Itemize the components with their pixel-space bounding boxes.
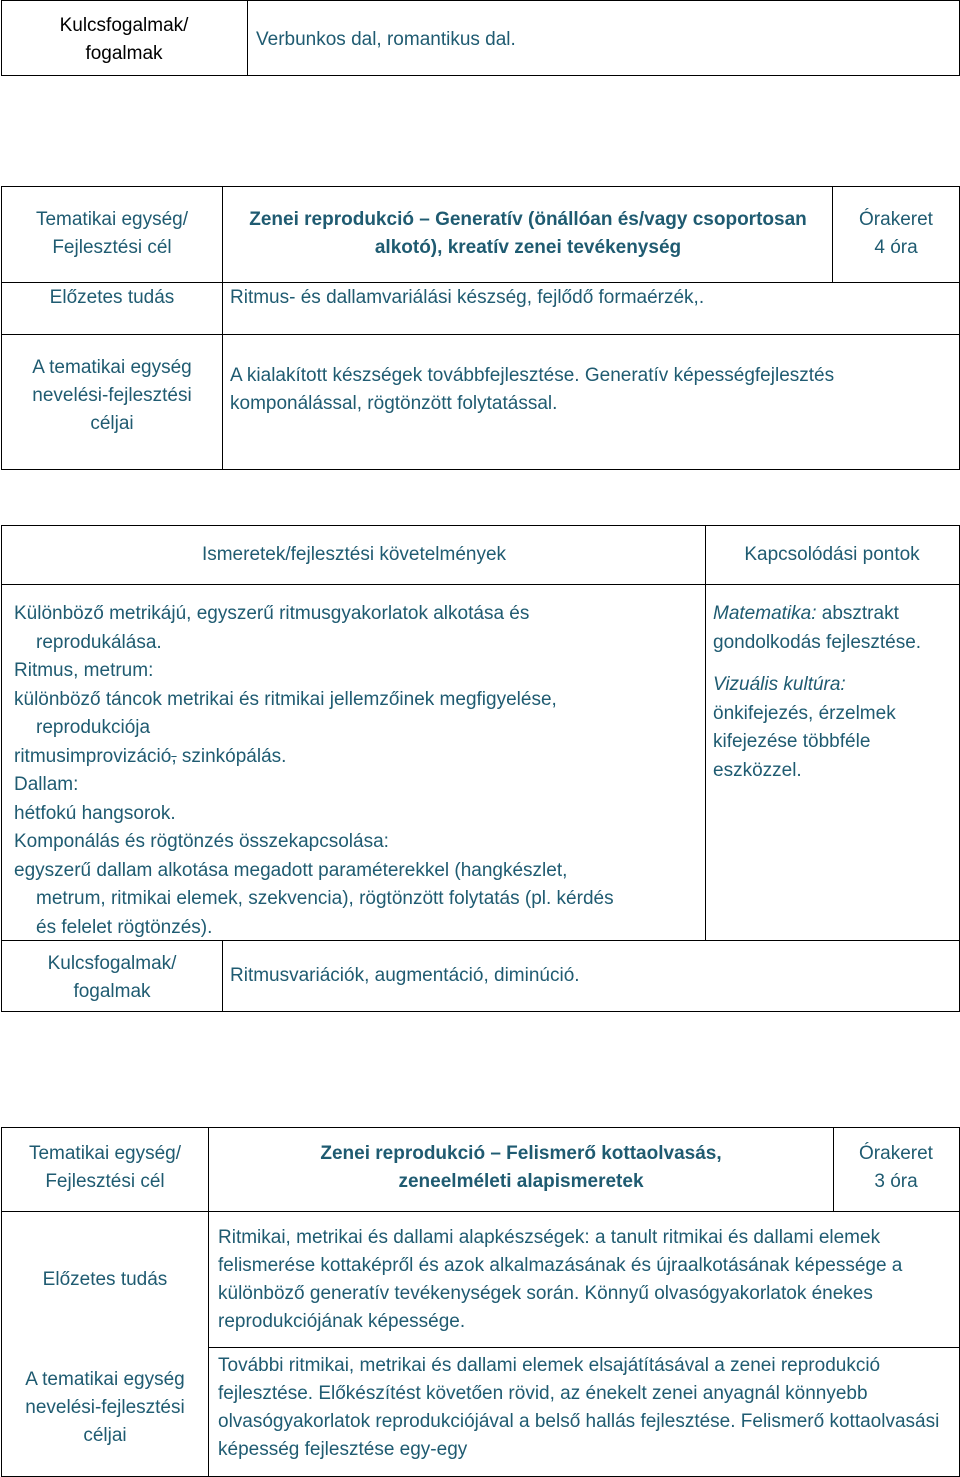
divider	[208, 1347, 960, 1348]
link-line: önkifejezés, érzelmek	[713, 702, 896, 724]
links-text	[713, 600, 958, 785]
req-line: egyszerű dallam alkotása megadott paraméterekkel (hangkészlet,	[14, 859, 568, 881]
divider	[1, 1211, 960, 1212]
divider	[247, 0, 248, 76]
link-line: gondolkodás fejlesztése.	[713, 631, 922, 653]
hours-label: Órakeret	[859, 209, 933, 230]
link-line: kifejezése többféle	[713, 731, 871, 752]
thematic-unit-label: Tematikai egység/ Fejlesztési cél	[28, 1143, 182, 1192]
divider	[1, 584, 960, 585]
hours-value: 3 óra	[874, 1171, 918, 1192]
goals-value: További ritmikai, metrikai és dallami elemek elsajátításával a zenei reprodukció fejlesztése. Előkészítést követően rövid, az énekelt zenei anyagnál könnyebb olvasógyakorlatok reprodukciójával a belső hallás fejlesztése. Felismerő kottaolvasási képesség fejlesztése egy-egy	[218, 1355, 940, 1460]
req-line: hétfokú hangsorok.	[14, 802, 176, 824]
hours-value: 4 óra	[874, 237, 918, 258]
divider	[1, 334, 960, 335]
link-line	[713, 600, 958, 629]
key-concepts-label: Kulcsfogalmak/ fogalmak	[59, 15, 189, 64]
req-line: Dallam:	[14, 774, 79, 795]
req-line: Komponálás és rögtönzés összekapcsolása:	[14, 831, 389, 852]
req-line: reprodukciója	[36, 717, 151, 738]
prior-knowledge-value: Ritmus- és dallamvariálási készség, fejlődő formaérzék,.	[230, 287, 705, 308]
req-line: és felelet rögtönzés).	[36, 916, 213, 938]
req-line: metrum, ritmikai elemek, szekvencia), rögtönzött folytatás (pl. kérdés	[36, 888, 614, 909]
divider	[222, 186, 223, 470]
req-line: különböző táncok metrikai és ritmikai jellemzőinek megfigyelése,	[14, 688, 557, 710]
goals-value: A kialakított készségek továbbfejlesztése. Generatív képességfejlesztés komponálással, rögtönzött folytatással.	[230, 365, 835, 414]
req-text: szinkópálás.	[176, 745, 287, 767]
divider	[1, 282, 960, 283]
goals-label: A tematikai egység nevelési-fejlesztési céljai	[32, 357, 192, 434]
hours-label: Órakeret	[859, 1143, 933, 1164]
key-concepts-label: Kulcsfogalmak/ fogalmak	[47, 953, 177, 1002]
req-line	[14, 743, 704, 772]
link-line	[713, 657, 958, 671]
divider	[222, 940, 223, 1012]
link-line: eszközzel.	[713, 759, 802, 781]
thematic-unit-title: Zenei reprodukció – Felismerő kottaolvasás, zeneelméleti alapismeretek	[320, 1143, 722, 1192]
divider	[705, 525, 706, 940]
vis-label: Vizuális kultúra:	[713, 674, 846, 695]
req-text: ritmusimprovizáció	[14, 745, 172, 767]
prior-knowledge-label: Előzetes tudás	[42, 1269, 168, 1290]
math-label: Matematika:	[713, 603, 817, 624]
divider	[832, 186, 833, 282]
prior-knowledge-value: Ritmikai, metrikai és dallami alapkészségek: a tanult ritmikai és dallami elemek felismerése kottaképről és azok alkalmazásának és újraalkotásának képessége a különböző generatív tevékenységek során. Könnyű olvasógyakorlatok énekes reprodukciójának képessége.	[218, 1227, 903, 1332]
requirements-text	[14, 600, 704, 942]
requirements-header: Ismeretek/fejlesztési követelmények	[201, 544, 507, 565]
key-concepts-value: Ritmusvariációk, augmentáció, diminúció.	[230, 965, 580, 986]
divider	[833, 1127, 834, 1211]
thematic-unit-title: Zenei reprodukció – Generatív (önállóan és/vagy csoportosan alkotó), kreatív zenei tevékenység	[249, 209, 807, 258]
key-concepts-value: Verbunkos dal, romantikus dal.	[256, 29, 516, 50]
links-header: Kapcsolódási pontok	[744, 544, 920, 565]
thematic-unit-label: Tematikai egység/ Fejlesztési cél	[35, 209, 189, 258]
goals-label: A tematikai egység nevelési-fejlesztési céljai	[25, 1369, 185, 1446]
req-line: Különböző metrikájú, egyszerű ritmusgyakorlatok alkotása és	[14, 603, 530, 624]
struck-comma: ,	[171, 745, 177, 767]
prior-knowledge-label: Előzetes tudás	[49, 287, 175, 308]
math-text: absztrakt	[816, 603, 899, 624]
req-line: Ritmus, metrum:	[14, 660, 154, 681]
divider	[208, 1127, 209, 1477]
req-line: reprodukálása.	[36, 631, 162, 653]
